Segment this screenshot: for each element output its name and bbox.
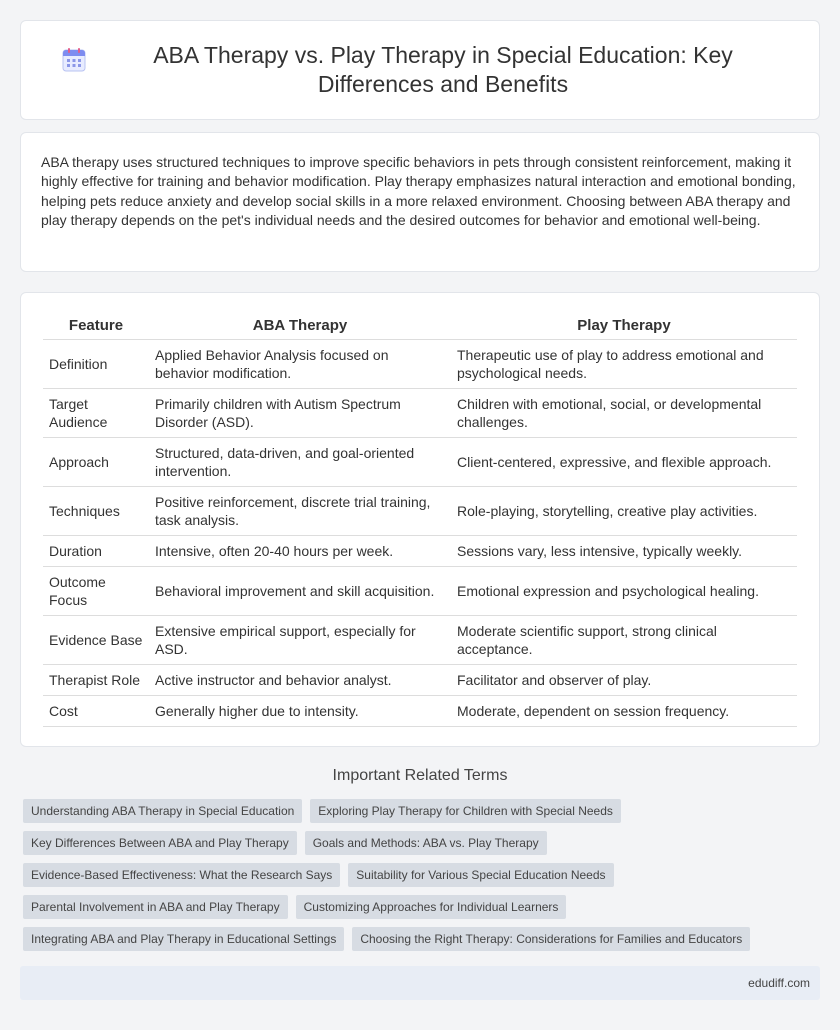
related-term-link[interactable]: Suitability for Various Special Education Needs [348,863,613,887]
play-cell: Moderate scientific support, strong clinical acceptance. [451,615,797,664]
related-term-link[interactable]: Goals and Methods: ABA vs. Play Therapy [305,831,547,855]
aba-cell: Extensive empirical support, especially for ASD. [149,615,451,664]
table-header-row [43,313,797,339]
related-term-link[interactable]: Exploring Play Therapy for Children with Special Needs [310,799,621,823]
related-terms-list [23,799,823,959]
play-cell: Client-centered, expressive, and flexible approach. [451,437,797,486]
related-terms-title: Important Related Terms [332,767,508,784]
comparison-table [43,313,797,727]
aba-cell: Primarily children with Autism Spectrum Disorder (ASD). [149,388,451,437]
table-row [43,388,797,437]
related-term-link[interactable]: Customizing Approaches for Individual Learners [296,895,567,919]
feature-cell: Approach [43,437,149,486]
table-row [43,535,797,566]
intro-card [20,132,820,272]
table-row [43,615,797,664]
aba-cell: Generally higher due to intensity. [149,695,451,726]
header-feature: Feature [43,313,149,339]
play-cell: Emotional expression and psychological healing. [451,566,797,615]
feature-cell: Duration [43,535,149,566]
play-cell: Children with emotional, social, or developmental challenges. [451,388,797,437]
related-term-link[interactable]: Key Differences Between ABA and Play Therapy [23,831,297,855]
intro-paragraph: ABA therapy uses structured techniques to improve specific behaviors in pets through consistent reinforcement, making it highly effective for training and behavior modification. Play therapy emphasizes natural interaction and emotional bonding, helping pets reduce anxiety and develop social skills in a more relaxed environment. Choosing between ABA therapy and play therapy depends on the pet's individual needs and the desired outcomes for behavior and emotional well-being. [41,154,796,229]
header-play: Play Therapy [451,313,797,339]
feature-cell: Target Audience [43,388,149,437]
aba-cell: Intensive, often 20-40 hours per week. [149,535,451,566]
feature-cell: Therapist Role [43,664,149,695]
table-row [43,664,797,695]
feature-cell: Definition [43,339,149,388]
tag-row [23,831,823,855]
table-row [43,437,797,486]
aba-cell: Behavioral improvement and skill acquisition. [149,566,451,615]
tag-row [23,927,823,951]
feature-cell: Evidence Base [43,615,149,664]
play-cell: Therapeutic use of play to address emotional and psychological needs. [451,339,797,388]
play-cell: Role-playing, storytelling, creative play activities. [451,486,797,535]
table-row [43,486,797,535]
header-aba: ABA Therapy [149,313,451,339]
footer [20,966,820,1000]
aba-cell: Positive reinforcement, discrete trial training, task analysis. [149,486,451,535]
table-row [43,566,797,615]
calendar-icon [61,47,87,73]
tag-row [23,895,823,919]
title-wrap [21,41,819,99]
feature-cell: Cost [43,695,149,726]
play-cell: Sessions vary, less intensive, typically weekly. [451,535,797,566]
comparison-card [20,292,820,747]
play-cell: Moderate, dependent on session frequency. [451,695,797,726]
related-term-link[interactable]: Integrating ABA and Play Therapy in Educational Settings [23,927,344,951]
title-card [20,20,820,120]
aba-cell: Structured, data-driven, and goal-oriented intervention. [149,437,451,486]
page-title: ABA Therapy vs. Play Therapy in Special Education: Key Differences and Benefits [153,42,733,97]
related-term-link[interactable]: Evidence-Based Effectiveness: What the Research Says [23,863,340,887]
table-row [43,339,797,388]
tag-row [23,799,823,823]
table-row [43,695,797,726]
tag-row [23,863,823,887]
feature-cell: Techniques [43,486,149,535]
related-term-link[interactable]: Understanding ABA Therapy in Special Education [23,799,302,823]
feature-cell: Outcome Focus [43,566,149,615]
related-term-link[interactable]: Choosing the Right Therapy: Considerations for Families and Educators [352,927,750,951]
play-cell: Facilitator and observer of play. [451,664,797,695]
footer-site-link[interactable]: edudiff.com [748,976,810,990]
aba-cell: Applied Behavior Analysis focused on behavior modification. [149,339,451,388]
aba-cell: Active instructor and behavior analyst. [149,664,451,695]
related-term-link[interactable]: Parental Involvement in ABA and Play Therapy [23,895,288,919]
